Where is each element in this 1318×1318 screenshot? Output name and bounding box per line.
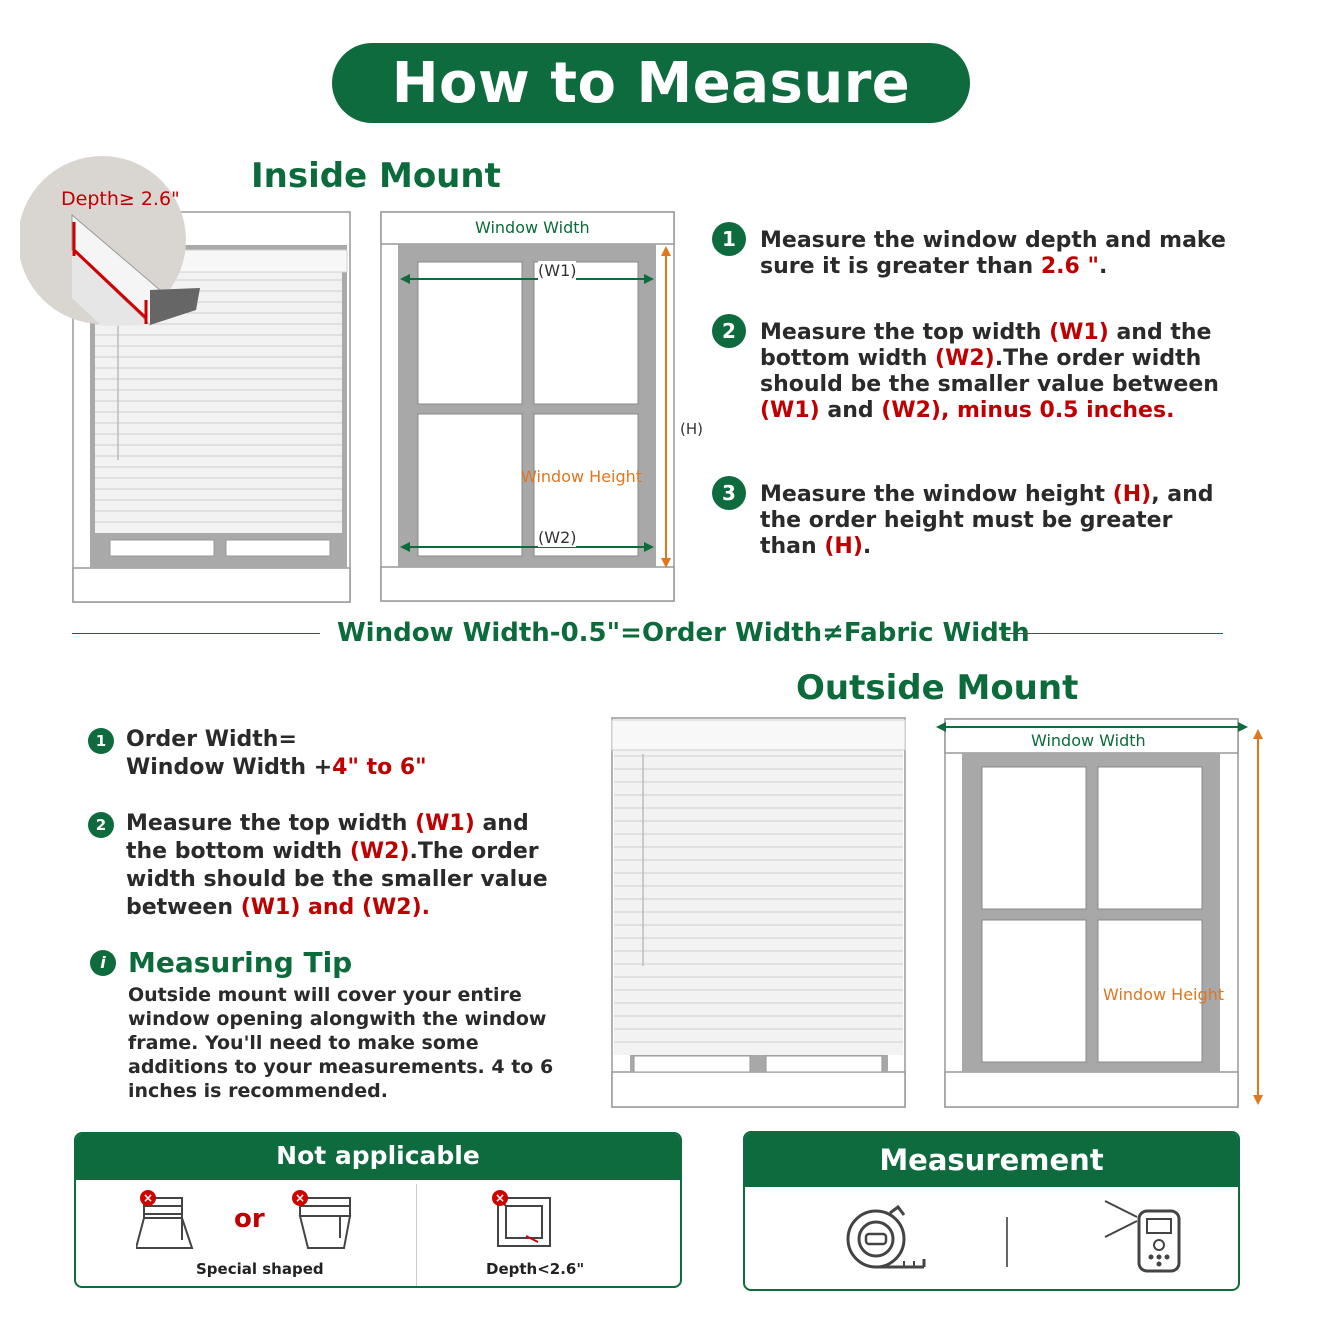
tape-measure-icon [840, 1203, 930, 1278]
shallow-depth-icon [486, 1188, 566, 1258]
laser-measure-icon [1103, 1197, 1193, 1277]
svg-text:×: × [142, 1191, 154, 1205]
outside-mount-blind-illustration [610, 716, 910, 1111]
page-title: How to Measure [391, 50, 911, 116]
step-text: Measure the window depth and make sure it is greater than 2.6 ". [760, 228, 1226, 279]
inside-step-1 [712, 228, 1272, 280]
inside-step-3 [712, 482, 1272, 560]
inside-window-height-label: Window Height [521, 467, 643, 486]
formula-divider-left [72, 633, 320, 634]
step-text: Measure the window height (H), and the order height must be greater than (H). [760, 482, 1214, 559]
w1-label: (W1) [538, 261, 577, 280]
measurement-heading: Measurement [745, 1133, 1238, 1187]
depth-label: Depth≥ 2.6" [61, 188, 180, 210]
outside-window-height-label: Window Height [1103, 985, 1225, 1004]
inside-window-width-label: Window Width [475, 218, 590, 237]
not-applicable-heading: Not applicable [76, 1134, 680, 1180]
step-number-badge: 1 [88, 728, 114, 754]
formula-divider-right [1005, 633, 1223, 634]
svg-text:×: × [494, 1191, 506, 1205]
outside-step-2 [88, 810, 588, 922]
arched-window-icon [136, 1188, 226, 1258]
step-number-badge: 3 [712, 476, 746, 510]
not-applicable-box [74, 1132, 682, 1288]
h-label: (H) [680, 420, 703, 438]
depth-less-label: Depth<2.6" [486, 1260, 585, 1278]
measuring-tip-header [90, 946, 352, 979]
or-text: or [234, 1204, 265, 1234]
outside-mount-heading: Outside Mount [796, 668, 1079, 708]
measuring-tip-heading: Measuring Tip [128, 946, 353, 979]
formula-text: Window Width-0.5"=Order Width≠Fabric Width [337, 618, 1030, 648]
outside-mount-steps [88, 726, 588, 922]
svg-text:×: × [294, 1191, 306, 1205]
measurement-box [743, 1131, 1240, 1291]
info-icon: i [90, 950, 116, 976]
outside-step-1 [88, 726, 588, 782]
w2-label: (W2) [538, 528, 577, 547]
measuring-tip-text: Outside mount will cover your entire window opening alongwith the window frame. You'll need to make some additions to your measurements. 4 to 6 inches is recommended. [128, 984, 554, 1102]
title-banner [332, 43, 970, 123]
step-number-badge: 1 [712, 222, 746, 256]
inside-mount-steps [712, 228, 1272, 560]
not-applicable-divider [416, 1184, 417, 1288]
inside-mount-blind-illustration [20, 150, 360, 605]
step-text: Measure the top width (W1) and the bottom width (W2).The order width should be the smaller value between (W1) and (W2). [126, 811, 548, 920]
outside-window-width-label: Window Width [1031, 731, 1146, 750]
inside-step-2 [712, 320, 1272, 424]
step-text: Order Width= Window Width +4" to 6" [126, 727, 427, 780]
inside-mount-heading: Inside Mount [251, 156, 501, 196]
step-number-badge: 2 [712, 314, 746, 348]
special-shaped-label: Special shaped [196, 1260, 324, 1278]
outside-mount-window-diagram [930, 715, 1270, 1115]
step-number-badge: 2 [88, 812, 114, 838]
step-text: Measure the top width (W1) and the bottom width (W2).The order width should be the smaller value between (W1) and (W2), minus 0.5 inches. [760, 320, 1219, 423]
bay-window-icon [286, 1188, 376, 1258]
measurement-divider [1006, 1217, 1008, 1267]
